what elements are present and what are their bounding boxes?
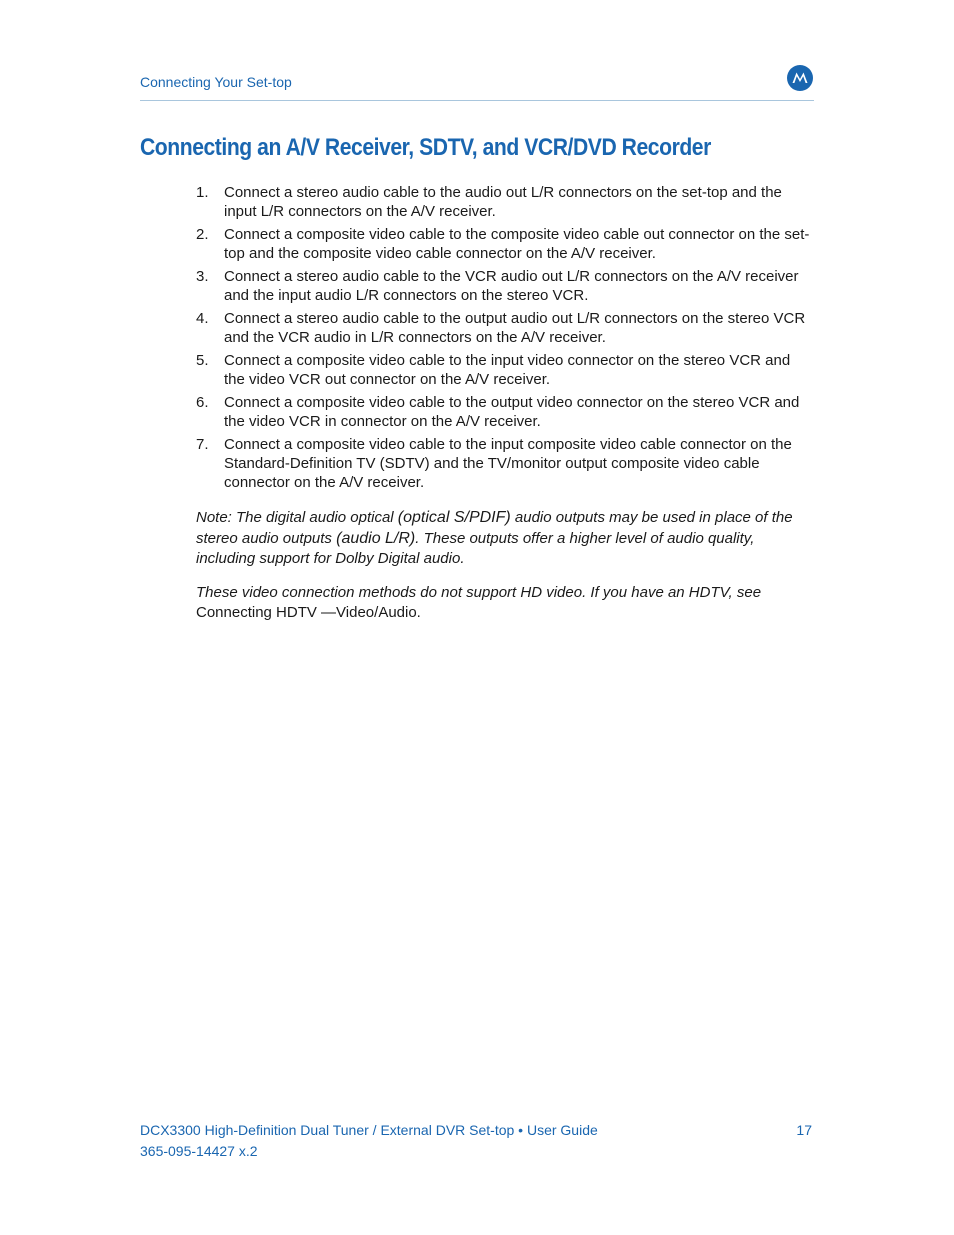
step-number: 2. bbox=[196, 226, 209, 243]
hdtv-link[interactable]: Connecting HDTV —Video/Audio. bbox=[196, 603, 421, 621]
list-item bbox=[196, 309, 812, 347]
note-text: . These outputs offer a higher level of audio quality, including support for Dolby Digital audio. bbox=[196, 529, 755, 567]
step-number: 5. bbox=[196, 352, 209, 369]
note-text: Note: The digital audio optical bbox=[196, 509, 398, 526]
running-header: Connecting Your Set-top bbox=[140, 74, 292, 90]
step-text: Connect a stereo audio cable to the VCR audio out L/R connectors on the A/V receiver and the input audio L/R connectors on the stereo VCR. bbox=[224, 268, 799, 304]
step-text: Connect a composite video cable to the output video connector on the stereo VCR and the video VCR in connector on the A/V receiver. bbox=[224, 394, 800, 430]
step-number: 7. bbox=[196, 436, 209, 453]
list-item bbox=[196, 267, 812, 305]
steps-list bbox=[196, 183, 812, 496]
note-term: (optical S/PDIF) bbox=[397, 509, 511, 526]
step-text: Connect a composite video cable to the input video connector on the stereo VCR and the video VCR out connector on the A/V receiver. bbox=[224, 352, 791, 388]
footer-title: DCX3300 High-Definition Dual Tuner / External DVR Set-top • User Guide bbox=[140, 1122, 598, 1138]
step-number: 6. bbox=[196, 394, 209, 411]
list-item bbox=[196, 393, 812, 431]
step-number: 3. bbox=[196, 268, 209, 285]
list-item bbox=[196, 183, 812, 221]
note-paragraph bbox=[196, 508, 812, 570]
page-title: Connecting an A/V Receiver, SDTV, and VCR/DVD Recorder bbox=[140, 134, 711, 161]
list-item bbox=[196, 435, 812, 492]
step-text: Connect a stereo audio cable to the output audio out L/R connectors on the stereo VCR and the VCR audio in L/R connectors on the A/V receiver. bbox=[224, 310, 806, 346]
hd-note-paragraph bbox=[196, 583, 812, 622]
list-item bbox=[196, 225, 812, 263]
hd-note-text: These video connection methods do not support HD video. If you have an HDTV, see bbox=[196, 584, 762, 601]
note-term: (audio L/R) bbox=[336, 529, 416, 547]
step-number: 4. bbox=[196, 310, 209, 327]
step-text: Connect a composite video cable to the composite video cable out connector on the set-top and the composite video cable connector on the A/V receiver. bbox=[224, 226, 810, 262]
note-text: audio outputs may be used in place of the stereo audio outputs bbox=[196, 509, 793, 547]
header-divider bbox=[140, 100, 814, 101]
list-item bbox=[196, 351, 812, 389]
page-number: 17 bbox=[796, 1122, 812, 1138]
footer-doc-number: 365-095-14427 x.2 bbox=[140, 1143, 258, 1159]
step-number: 1. bbox=[196, 184, 209, 201]
page-footer bbox=[140, 1120, 812, 1162]
step-text: Connect a stereo audio cable to the audio out L/R connectors on the set-top and the input L/R connectors on the A/V receiver. bbox=[224, 184, 782, 220]
motorola-logo-icon bbox=[787, 65, 813, 91]
step-text: Connect a composite video cable to the input composite video cable connector on the Standard-Definition TV (SDTV) and the TV/monitor output composite video cable connector on the A/V receiver. bbox=[224, 436, 792, 491]
